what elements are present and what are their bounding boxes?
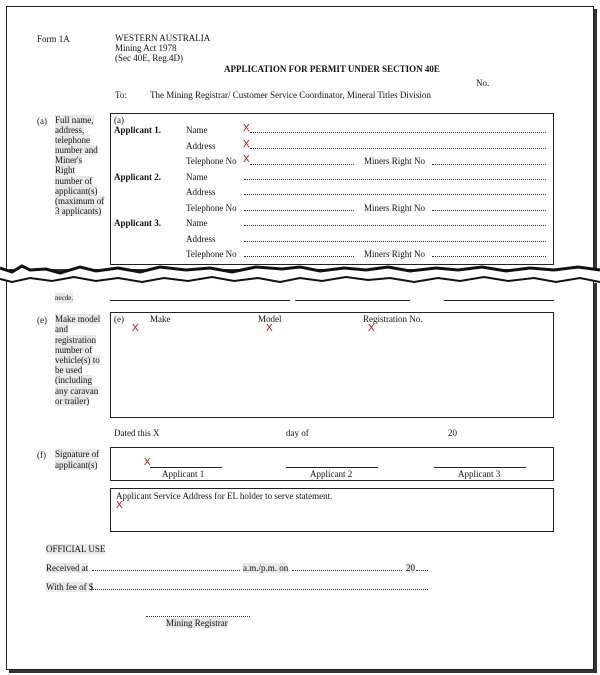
applicant-1-name-label: Name — [186, 125, 208, 135]
section-f-desc-2: applicant(s) — [55, 460, 98, 470]
applicant-details-box — [110, 113, 554, 265]
received-at-label: Received at — [46, 563, 89, 573]
vehicle-model-label: Model — [258, 314, 282, 324]
section-e-desc-1: Make model — [55, 314, 101, 324]
applicant-1-name-mark: X — [243, 123, 250, 134]
signature-1-mark: X — [144, 457, 151, 468]
applicant-2-address-field[interactable] — [244, 194, 546, 195]
torn-fragment-line-2 — [295, 300, 410, 301]
signature-2-line[interactable] — [286, 467, 378, 468]
applicant-1-miners-field[interactable] — [432, 164, 546, 165]
section-reference: (Sec 40E, Reg.4D) — [115, 53, 183, 63]
applicant-3-name-label: Name — [186, 218, 208, 228]
applicant-2-phone-field[interactable] — [244, 210, 354, 211]
torn-fragment-line-3 — [444, 300, 554, 301]
mining-registrar-label: Mining Registrar — [166, 618, 228, 628]
applicant-3-miners-field[interactable] — [432, 256, 546, 257]
vehicle-registration-mark: X — [368, 323, 375, 334]
applicant-1-miners-label: Miners Right No — [364, 156, 426, 166]
recipient: The Mining Registrar/ Customer Service Coordinator, Mineral Titles Division — [150, 90, 431, 100]
applicant-2-miners-label: Miners Right No — [364, 203, 426, 213]
section-a-desc-3: telephone — [55, 135, 90, 145]
section-a-desc-9: (maximum of — [55, 196, 105, 206]
to-label: To: — [115, 90, 127, 100]
form-number: Form 1A — [37, 34, 70, 44]
section-a-desc-1: Full name, — [55, 115, 94, 125]
signature-3-line[interactable] — [434, 467, 526, 468]
applicant-3-address-field[interactable] — [244, 241, 546, 242]
applicant-1-address-mark: X — [243, 139, 250, 150]
torn-fragment-text: necde. — [55, 294, 74, 302]
service-address-label: Applicant Service Address for EL holder to serve statement. — [116, 491, 333, 501]
signature-1-label: Applicant 1 — [162, 469, 205, 479]
applicant-3-miners-label: Miners Right No — [364, 249, 426, 259]
applicant-3-heading: Applicant 3. — [114, 218, 162, 228]
section-a-marker: (a) — [37, 116, 47, 126]
applicant-1-name-field[interactable] — [250, 132, 546, 133]
official-year-field[interactable] — [416, 570, 428, 571]
applicant-2-miners-field[interactable] — [432, 210, 546, 211]
applicant-2-address-label: Address — [186, 187, 216, 197]
official-year-prefix: 20 — [406, 563, 415, 573]
applicant-3-phone-label: Telephone No — [186, 249, 237, 259]
form-title: APPLICATION FOR PERMIT UNDER SECTION 40E — [224, 64, 440, 74]
torn-fragment-line-1 — [110, 300, 290, 301]
dated-mark: X — [153, 428, 160, 438]
vehicle-model-mark: X — [266, 323, 273, 334]
applicant-2-name-field[interactable] — [244, 179, 546, 180]
applicant-3-address-label: Address — [186, 234, 216, 244]
signature-2-label: Applicant 2 — [310, 469, 353, 479]
number-label: No. — [476, 78, 490, 88]
section-e-desc-6: be used — [55, 365, 83, 375]
applicant-1-phone-mark: X — [243, 154, 250, 165]
vehicle-make-mark: X — [132, 323, 139, 334]
section-f-marker: (f) — [37, 450, 46, 460]
section-f-desc-1: Signature of — [55, 449, 100, 459]
applicant-2-heading: Applicant 2. — [114, 172, 162, 182]
applicant-1-phone-label: Telephone No — [186, 156, 237, 166]
section-a-desc-7: number of — [55, 176, 93, 186]
section-a-desc-10: 3 applicants) — [55, 206, 102, 216]
section-e-desc-2: and — [55, 324, 68, 334]
section-e-marker: (e) — [37, 315, 47, 325]
dated-this-label: Dated this — [114, 428, 151, 438]
vehicle-details-box[interactable] — [110, 312, 554, 418]
act-name: Mining Act 1978 — [115, 43, 177, 53]
section-e-desc-8: any caravan — [55, 386, 99, 396]
applicant-1-phone-field[interactable] — [250, 164, 354, 165]
section-e-desc-5: vehicle(s) to — [55, 355, 100, 365]
official-use-heading: OFFICIAL USE — [46, 544, 106, 554]
applicant-1-address-label: Address — [186, 141, 216, 151]
section-a-desc-8: applicant(s) — [55, 186, 98, 196]
applicant-2-name-label: Name — [186, 172, 208, 182]
day-of-label: day of — [286, 428, 309, 438]
am-pm-on-label: a.m./p.m. on — [243, 563, 289, 573]
received-at-field[interactable] — [92, 570, 240, 571]
section-a-desc-4: number and — [55, 145, 98, 155]
vehicle-make-label: Make — [150, 314, 171, 324]
state-name: WESTERN AUSTRALIA — [115, 33, 211, 43]
vehicle-registration-label: Registration No. — [363, 314, 423, 324]
applicant-2-phone-label: Telephone No — [186, 203, 237, 213]
registrar-signature-field[interactable] — [146, 616, 250, 617]
signature-1-line[interactable] — [150, 467, 222, 468]
section-a-desc-2: address, — [55, 125, 85, 135]
fee-field[interactable] — [90, 589, 428, 590]
section-a-desc-5: Miner's — [55, 155, 83, 165]
applicant-1-heading: Applicant 1. — [114, 125, 162, 135]
applicant-3-phone-field[interactable] — [244, 256, 354, 257]
applicant-3-name-field[interactable] — [244, 225, 546, 226]
service-address-mark: X — [116, 500, 123, 511]
with-fee-label: With fee of $ — [46, 582, 94, 592]
section-e-desc-3: registration — [55, 335, 96, 345]
section-e-desc-7: (including — [55, 375, 92, 385]
signature-3-label: Applicant 3 — [458, 469, 501, 479]
section-e-desc-9: or trailer) — [55, 396, 90, 406]
applicant-box-marker: (a) — [114, 115, 124, 125]
section-a-desc-6: Right — [55, 165, 76, 175]
applicant-1-address-field[interactable] — [250, 148, 546, 149]
section-e-desc-4: number of — [55, 345, 93, 355]
year-prefix: 20 — [448, 428, 457, 438]
received-date-field[interactable] — [292, 570, 402, 571]
vehicle-box-marker: (e) — [114, 314, 124, 324]
